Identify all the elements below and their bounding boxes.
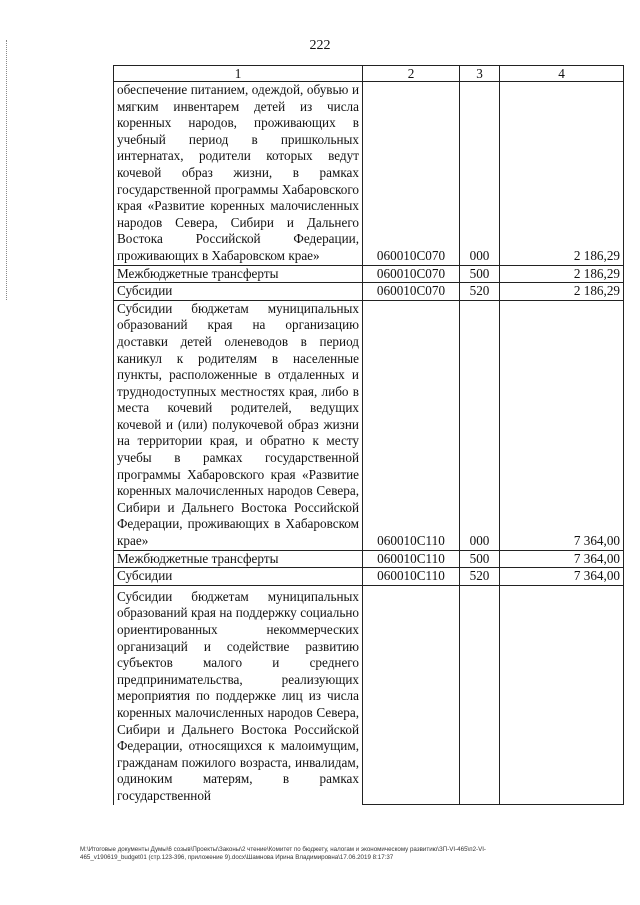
table-row — [114, 585, 624, 804]
page-number: 222 — [309, 38, 331, 53]
row-description: Субсидии — [114, 283, 363, 301]
row-target-code: 060010С070 — [363, 265, 460, 283]
row-expense-type: 500 — [460, 265, 500, 283]
table-header-row — [114, 66, 624, 82]
table-row — [114, 82, 624, 266]
row-expense-type: 500 — [460, 550, 500, 568]
row-target-code — [363, 585, 460, 804]
row-amount — [500, 585, 624, 804]
row-target-code: 060010С110 — [363, 300, 460, 550]
row-amount: 7 364,00 — [500, 550, 624, 568]
row-description: обеспечение питанием, одеждой, обувью и мягким инвентарем детей из числа коренных народов, проживающих в учебный период в пришкольных интернатах, родители которых ведут кочевой образ жизни, в рамках государственной программы Хабаровского края «Развитие коренных малочисленных народов Севера, Сибири и Дальнего Востока Российской Федерации, проживающих в Хабаровском крае» — [114, 82, 363, 266]
table-row — [114, 265, 624, 283]
table-row — [114, 300, 624, 550]
header-col-4: 4 — [500, 66, 624, 82]
row-amount: 7 364,00 — [500, 300, 624, 550]
row-amount: 2 186,29 — [500, 283, 624, 301]
footer-line-2: 465_v190619_budget01 (стр.123-396, приложение 9).docx\Шамнова Ирина Владимировна\17.06.2019 8:17:37 — [80, 854, 394, 861]
row-description: Субсидии бюджетам муниципальных образований края на поддержку социально ориентированных некоммерческих организаций и содействие развитию субъектов малого и среднего предпринимательства, реализующих мероприятия по поддержке лиц из числа коренных малочисленных народов Севера, Сибири и Дальнего Востока Российской Федерации, относящихся к малоимущим, гражданам пожилого возраста, инвалидам, одиноким матерям, в рамках государственной — [114, 585, 363, 804]
row-expense-type — [460, 585, 500, 804]
row-expense-type: 520 — [460, 568, 500, 586]
row-description: Субсидии — [114, 568, 363, 586]
row-expense-type: 000 — [460, 82, 500, 266]
header-col-1: 1 — [114, 66, 363, 82]
table-row — [114, 283, 624, 301]
row-description: Межбюджетные трансферты — [114, 550, 363, 568]
row-amount: 2 186,29 — [500, 82, 624, 266]
row-amount: 2 186,29 — [500, 265, 624, 283]
header-col-2: 2 — [363, 66, 460, 82]
document-path-footer — [80, 846, 620, 862]
row-description: Субсидии бюджетам муниципальных образований края на организацию доставки детей оленеводов в период каникул к родителям в населенные пункты, расположенные в отдаленных и труднодоступных местностях края, либо в места кочевий родителей, ведущих кочевой и (или) полукочевой образ жизни на территории края, и обратно к месту учебы в рамках государственной программы Хабаровского края «Развитие коренных малочисленных народов Севера, Сибири и Дальнего Востока Российской Федерации, проживающих в Хабаровском крае» — [114, 300, 363, 550]
row-target-code: 060010С110 — [363, 568, 460, 586]
row-expense-type: 000 — [460, 300, 500, 550]
row-amount: 7 364,00 — [500, 568, 624, 586]
header-col-3: 3 — [460, 66, 500, 82]
table-row — [114, 550, 624, 568]
row-expense-type: 520 — [460, 283, 500, 301]
row-description: Межбюджетные трансферты — [114, 265, 363, 283]
row-target-code: 060010С070 — [363, 283, 460, 301]
scan-edge-marks — [6, 40, 9, 300]
row-target-code: 060010С110 — [363, 550, 460, 568]
footer-line-1: М:\Итоговые документы Думы\6 созыв\Проекты\Законы\2 чтение\Комитет по бюджету, налогам и экономическому развитию\ЗП-VI-465\п2-VI- — [80, 846, 486, 853]
table-row — [114, 568, 624, 586]
row-target-code: 060010С070 — [363, 82, 460, 266]
budget-table — [113, 65, 624, 805]
